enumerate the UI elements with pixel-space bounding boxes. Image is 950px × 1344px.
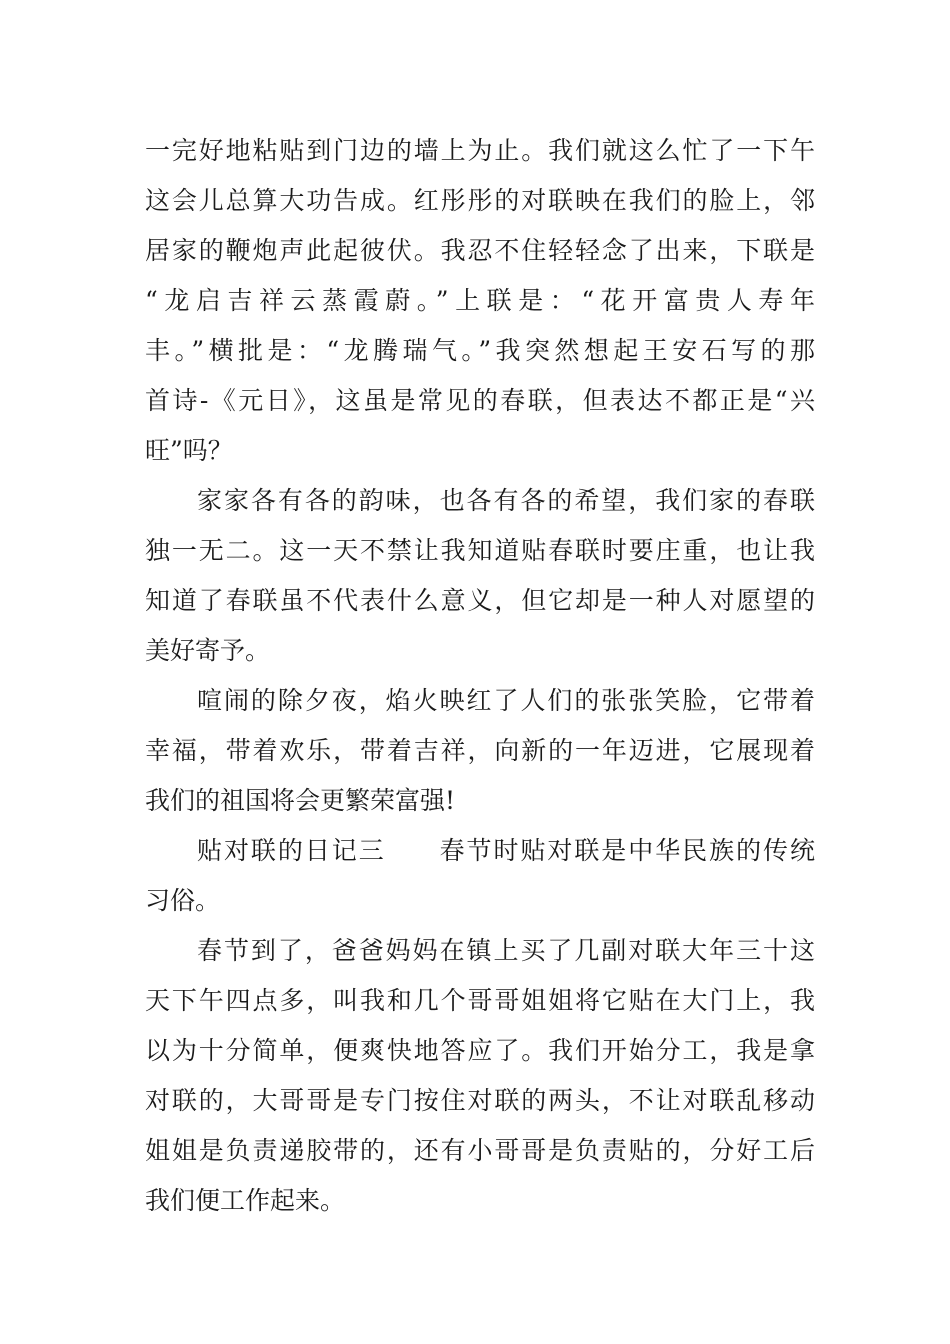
paragraph-first-line: 喧闹的除夕夜，焰火映红了人们的张张笑脸，它带着 — [197, 686, 815, 715]
text-line: 一完好地粘贴到门边的墙上为止。我们就这么忙了一下午 — [145, 136, 815, 165]
paragraph-first-line: 春节到了，爸爸妈妈在镇上买了几副对联大年三十这 — [197, 936, 815, 965]
text-line: 首诗-《元日》，这虽是常见的春联，但表达不都正是“兴 — [145, 386, 815, 415]
text-line: 习俗。 — [145, 886, 221, 915]
text-line: 旺”吗？ — [145, 436, 233, 465]
text-line: 幸福，带着欢乐，带着吉祥，向新的一年迈进，它展现着 — [145, 736, 815, 765]
text-line: 丰。”横批是：“龙腾瑞气。”我突然想起王安石写的那 — [145, 336, 815, 365]
document-body — [145, 126, 815, 1226]
text-line: 知道了春联虽不代表什么意义，但它却是一种人对愿望的 — [145, 586, 815, 615]
text-line: 对联的，大哥哥是专门按住对联的两头，不让对联乱移动 — [145, 1086, 815, 1115]
text-line: 我们便工作起来。 — [145, 1186, 346, 1215]
text-line: “龙启吉祥云蒸霞蔚。”上联是：“花开富贵人寿年 — [145, 286, 815, 315]
text-line: 以为十分简单，便爽快地答应了。我们开始分工，我是拿 — [145, 1036, 815, 1065]
text-line: 姐姐是负责递胶带的，还有小哥哥是负责贴的，分好工后 — [145, 1136, 815, 1165]
text-line: 这会儿总算大功告成。红彤彤的对联映在我们的脸上，邻 — [145, 186, 815, 215]
text-line: 我们的祖国将会更繁荣富强! — [145, 786, 456, 815]
paragraph-first-line: 贴对联的日记三 春节时贴对联是中华民族的传统 — [197, 836, 815, 865]
text-line: 独一无二。这一天不禁让我知道贴春联时要庄重，也让我 — [145, 536, 815, 565]
text-line: 天下午四点多，叫我和几个哥哥姐姐将它贴在大门上，我 — [145, 986, 815, 1015]
paragraph-first-line: 家家各有各的韵味，也各有各的希望，我们家的春联 — [197, 486, 815, 515]
text-line: 居家的鞭炮声此起彼伏。我忍不住轻轻念了出来，下联是 — [145, 236, 815, 265]
text-line: 美好寄予。 — [145, 636, 271, 665]
